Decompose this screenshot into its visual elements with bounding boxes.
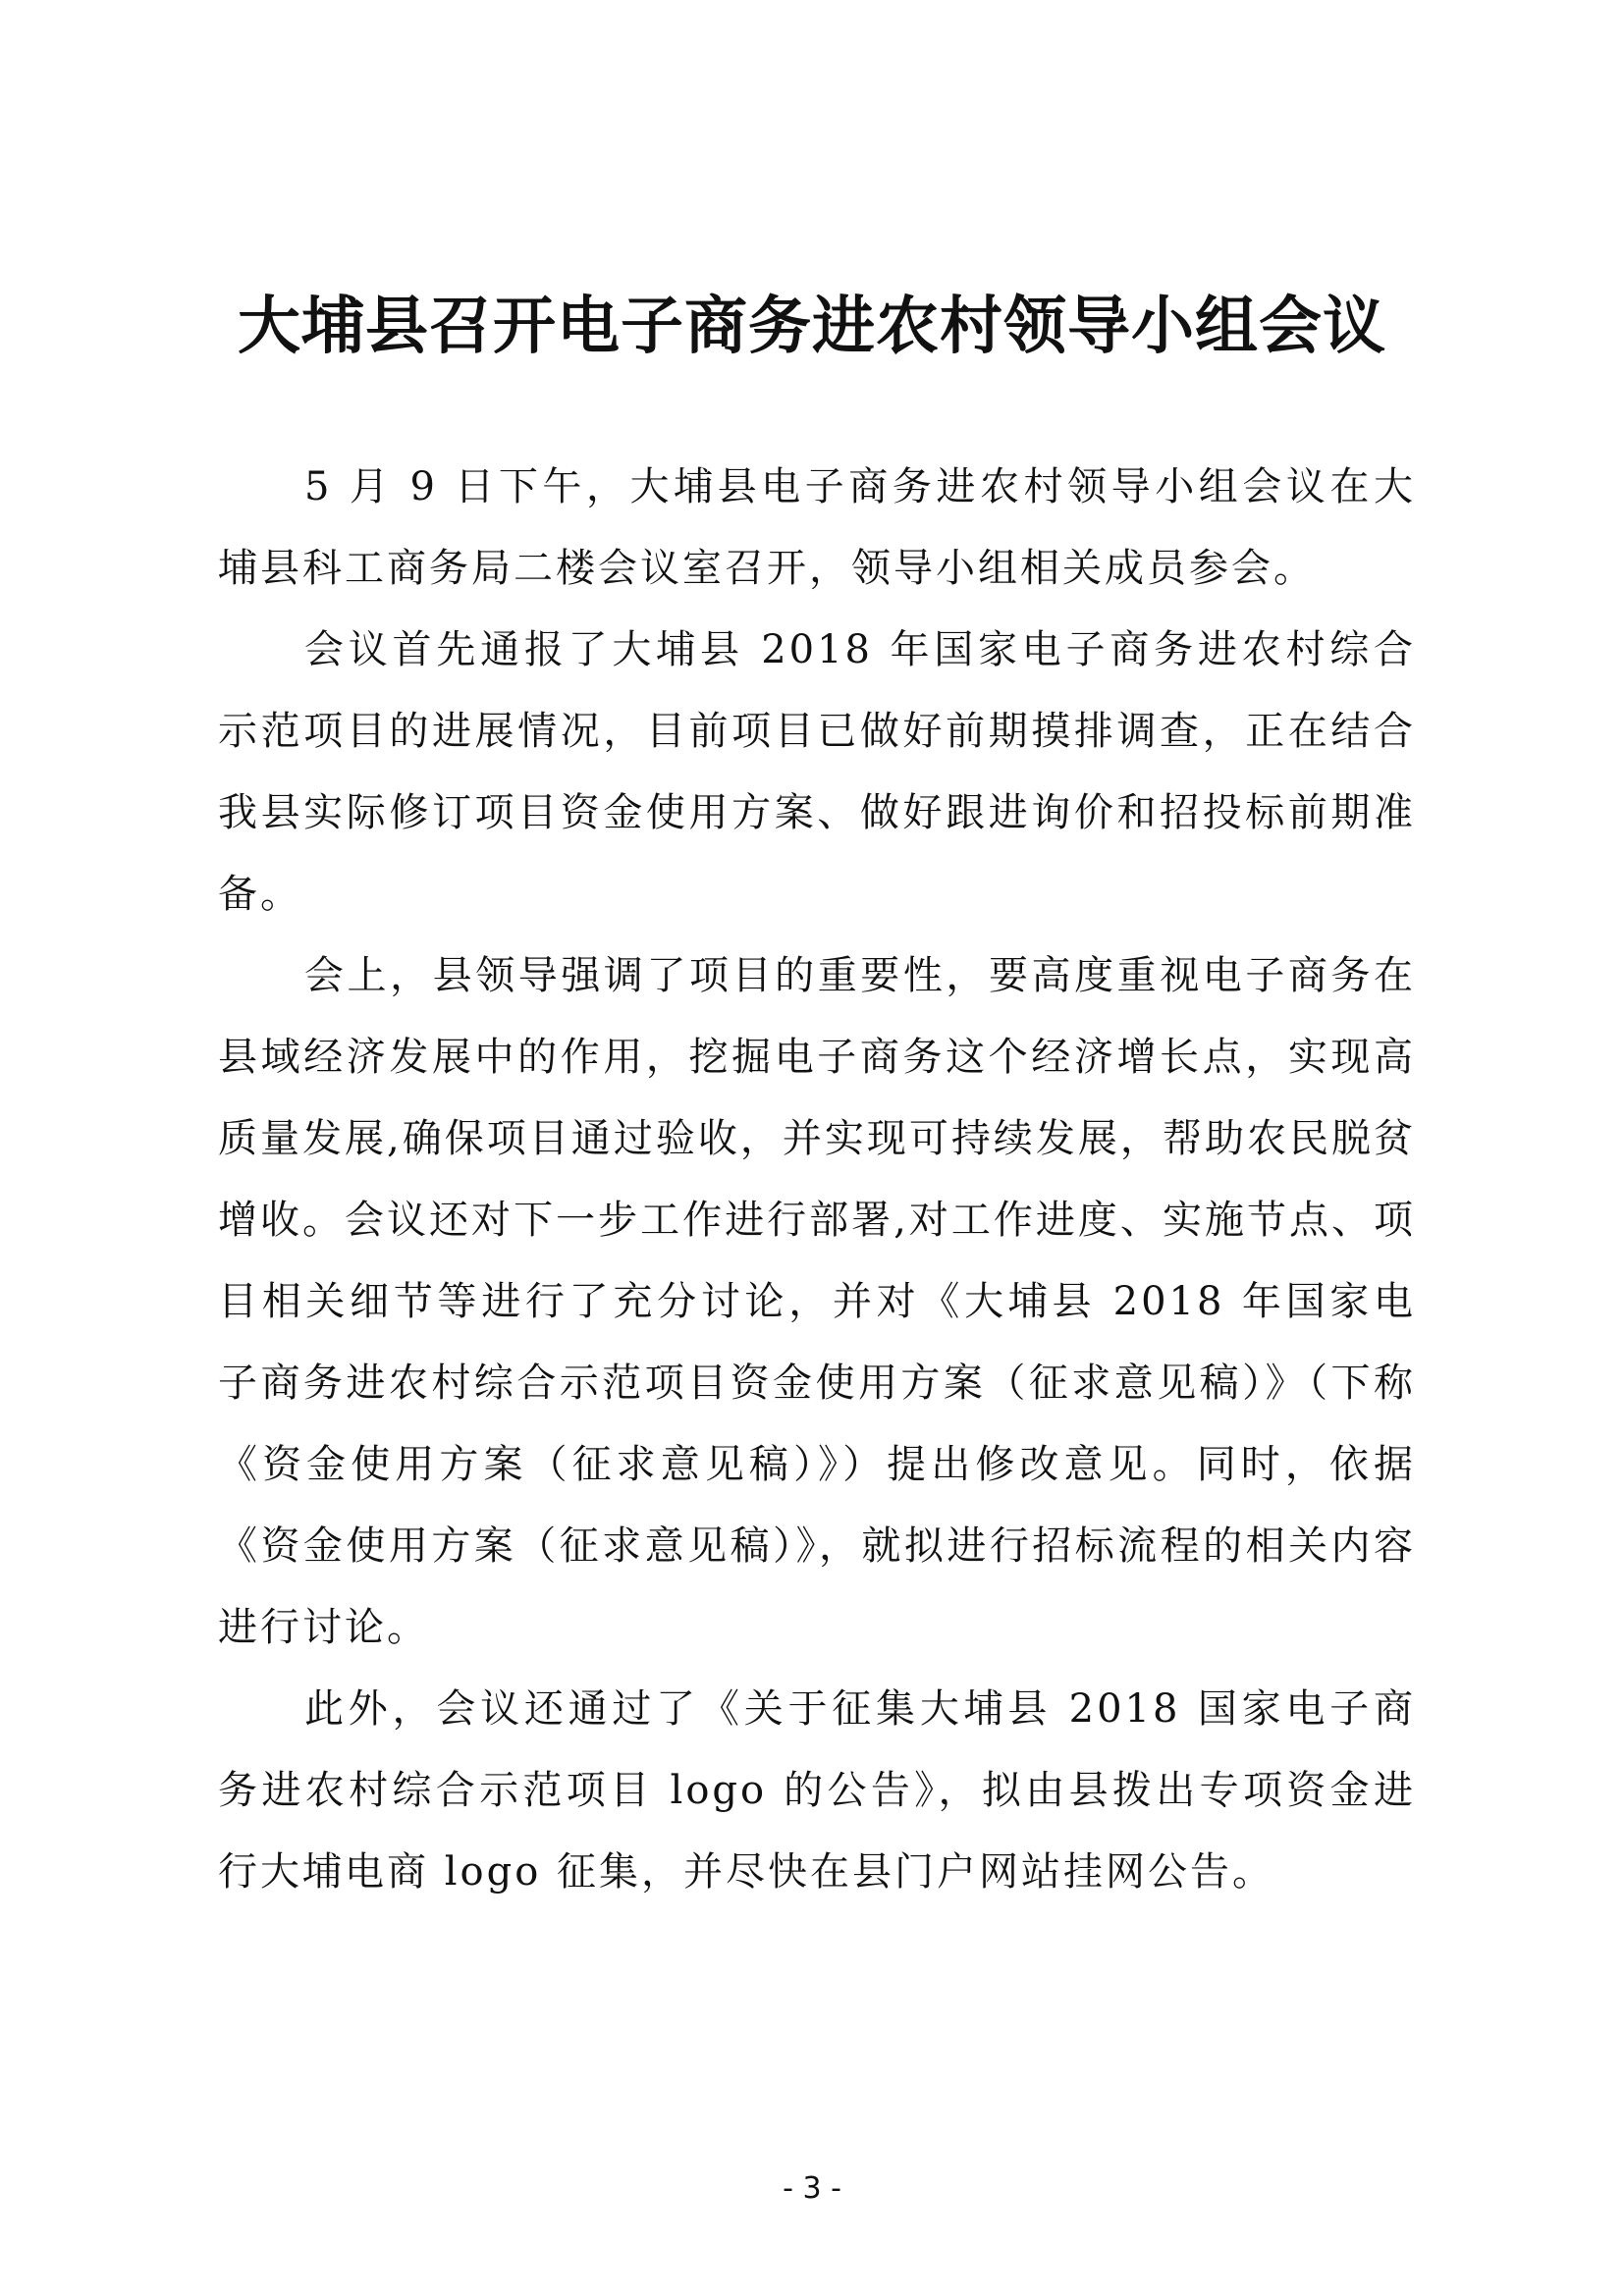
page-number: - 3 - — [783, 2171, 841, 2206]
page-title: 大埔县召开电子商务进农村领导小组会议 — [238, 291, 1386, 363]
paragraph: 5 月 9 日下午，大埔县电子商务进农村领导小组会议在大埔县科工商务局二楼会议室召开，领导小组相关成员参会。 — [218, 464, 1416, 591]
paragraph: 会议首先通报了大埔县 2018 年国家电子商务进农村综合示范项目的进展情况，目前项目已做好前期摸排调查，正在结合我县实际修订项目资金使用方案、做好跟进询价和招投标前期准备。 — [218, 627, 1416, 917]
paragraph: 此外，会议还通过了《关于征集大埔县 2018 国家电子商务进农村综合示范项目 logo 的公告》，拟由县拨出专项资金进行大埔电商 logo 征集，并尽快在县门户网站挂网公告。 — [218, 1686, 1416, 1895]
paragraph: 会上，县领导强调了项目的重要性，要高度重视电子商务在县域经济发展中的作用，挖掘电子商务这个经济增长点，实现高质量发展,确保项目通过验收，并实现可持续发展，帮助农民脱贫增收。会议还对下一步工作进行部署,对工作进度、实施节点、项目相关细节等进行了充分讨论，并对《大埔县 2018 年国家电子商务进农村综合示范项目资金使用方案（征求意见稿）》（下称《资金使用方案（征求意见稿）》）提出修改意见。同时，依据《资金使用方案（征求意见稿）》，就拟进行招标流程的相关内容进行讨论。 — [218, 953, 1416, 1650]
article-body — [218, 447, 1416, 1913]
